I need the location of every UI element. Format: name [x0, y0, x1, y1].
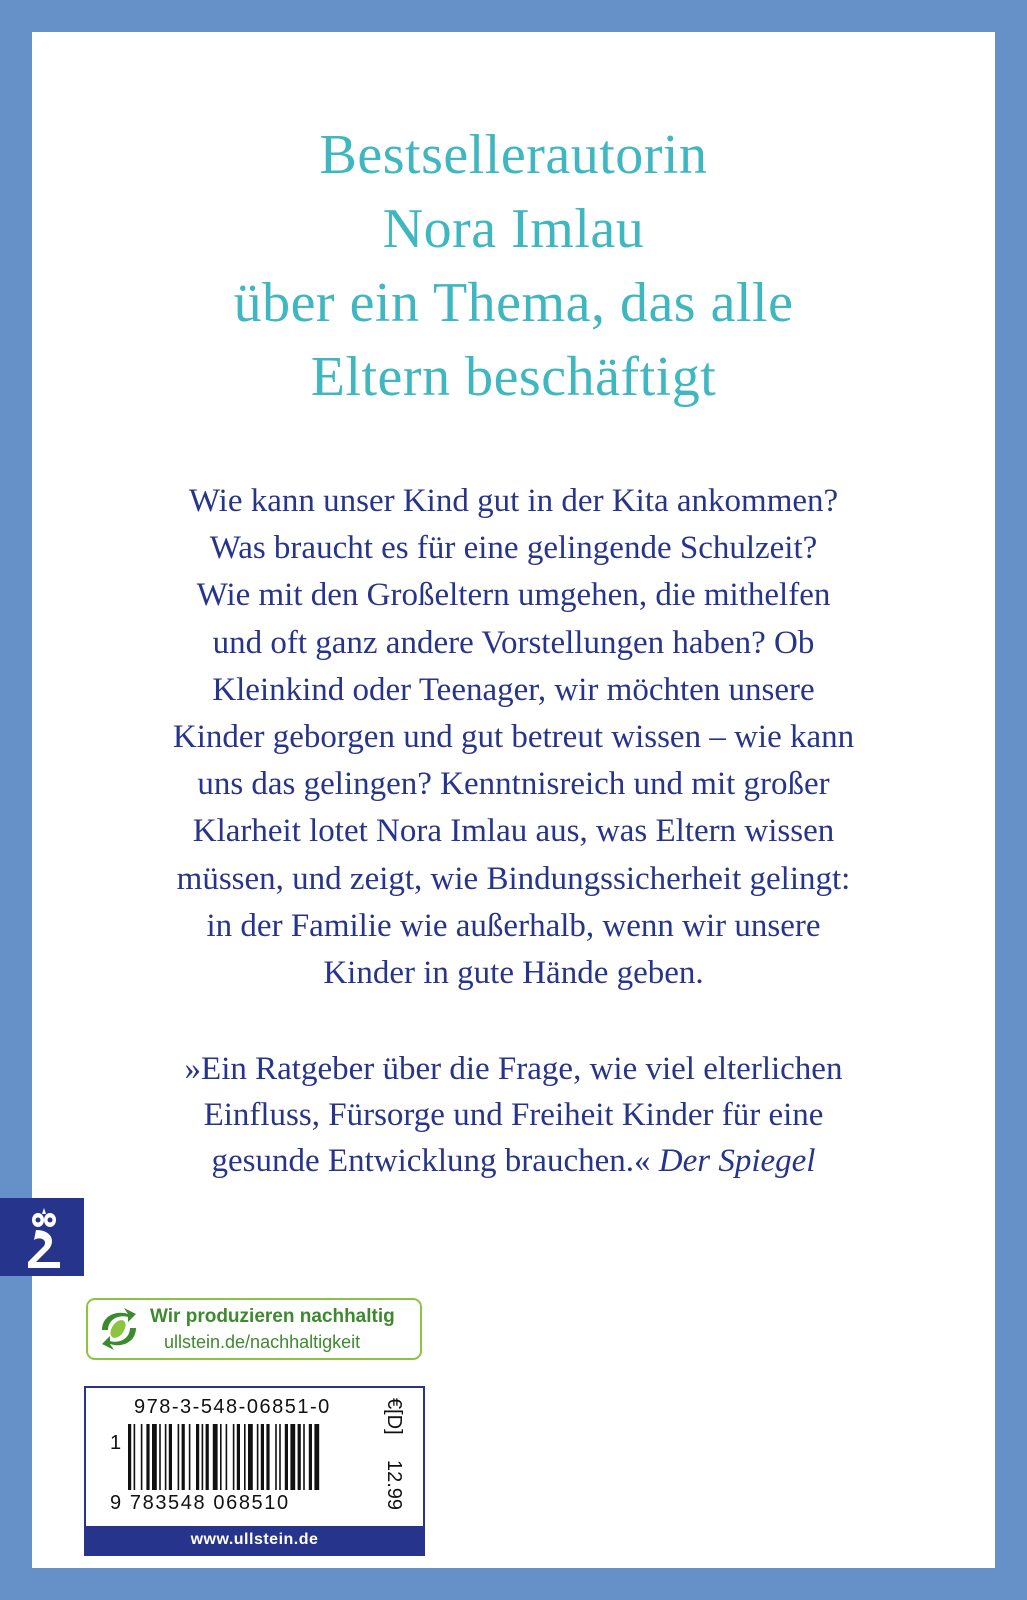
barcode-bar — [220, 1424, 222, 1490]
headline-line: über ein Thema, das alle — [233, 272, 794, 334]
isbn: 978-3-548-06851-0 — [134, 1396, 331, 1418]
quote-line-text: gesunde Entwicklung brauchen.« — [211, 1143, 651, 1179]
price-value: 12.99 — [383, 1460, 405, 1511]
blurb-line: Kleinkind oder Teenager, wir möchten unsere — [212, 671, 815, 708]
barcode-bar — [261, 1424, 264, 1490]
barcode-first-digit: 1 — [110, 1432, 122, 1454]
quote-source: Der Spiegel — [658, 1143, 816, 1179]
barcode-bar — [298, 1424, 301, 1490]
barcode-bar — [206, 1424, 209, 1490]
barcode-bar — [279, 1424, 281, 1490]
sustainability-link[interactable]: ullstein.de/nachhaltigkeit — [164, 1332, 361, 1352]
blurb-line: Kinder geborgen und gut betreut wissen – wie kann — [172, 719, 855, 756]
barcode-bar — [226, 1424, 228, 1490]
barcode-bar — [146, 1424, 149, 1490]
barcode-bar — [303, 1424, 305, 1490]
barcode-bar — [202, 1424, 204, 1490]
barcode-bar — [275, 1424, 277, 1490]
owl-icon — [0, 1198, 84, 1276]
quote-line — [0, 1138, 1027, 1184]
headline-line: Eltern beschäftigt — [310, 346, 717, 408]
price-label: €[D] — [383, 1398, 405, 1435]
barcode-digits: 9 783548 068510 — [110, 1492, 290, 1514]
blurb-line: Kinder in gute Hände geben. — [323, 955, 704, 992]
price-rotated — [364, 1394, 420, 1534]
barcode-bar — [189, 1424, 191, 1490]
sustainability-badge — [86, 1298, 422, 1360]
headline-line: Nora Imlau — [382, 198, 645, 260]
blurb-line: und oft ganz andere Vorstellungen haben? Ob — [212, 624, 815, 661]
barcode-box — [84, 1386, 425, 1556]
barcode-bar — [248, 1424, 253, 1490]
barcode-bar — [134, 1424, 136, 1490]
blurb-line: Wie kann unser Kind gut in der Kita ankommen? — [188, 483, 839, 519]
press-quote — [0, 1046, 1027, 1184]
headline-line: Bestsellerautorin — [319, 124, 708, 186]
price — [364, 1394, 420, 1534]
publisher-logo — [0, 1198, 84, 1276]
sustainability-title: Wir produzieren nachhaltig — [150, 1306, 395, 1327]
barcode-bar — [257, 1424, 259, 1490]
barcode-bar — [266, 1424, 269, 1490]
barcode-bar — [141, 1424, 143, 1490]
headline — [0, 118, 1027, 414]
blurb-line: uns das gelingen? Kenntnisreich und mit großer — [197, 766, 830, 803]
barcode-bar — [165, 1424, 167, 1490]
barcode-bar — [244, 1424, 246, 1490]
barcode-bars — [128, 1424, 353, 1490]
blurb-line: müssen, und zeigt, wie Bindungssicherheit gelingt: — [176, 860, 851, 897]
barcode-bar — [237, 1424, 240, 1490]
barcode-bar — [309, 1424, 312, 1490]
barcode-bar — [290, 1424, 295, 1490]
quote-line: Einfluss, Fürsorge und Freiheit Kinder für eine — [203, 1097, 824, 1133]
barcode-bar — [314, 1424, 319, 1490]
barcode-bar — [213, 1424, 218, 1490]
barcode-bar — [285, 1424, 288, 1490]
blurb-line: Klarheit lotet Nora Imlau aus, was Eltern wissen — [192, 813, 835, 850]
blurb-text — [0, 478, 1027, 997]
barcode-bar — [182, 1424, 185, 1490]
barcode-bar — [169, 1424, 172, 1490]
recycle-leaf-icon — [94, 1306, 144, 1352]
barcode-bar — [178, 1424, 180, 1490]
blurb-line: Wie mit den Großeltern umgehen, die mithelfen — [196, 577, 831, 614]
barcode-bar — [159, 1424, 161, 1490]
website-link[interactable]: www.ullstein.de — [86, 1526, 423, 1554]
blurb-line: in der Familie wie außerhalb, wenn wir unsere — [206, 907, 821, 944]
barcode-bar — [152, 1424, 157, 1490]
barcode-bar — [233, 1424, 235, 1490]
barcode-bar — [196, 1424, 199, 1490]
quote-line: »Ein Ratgeber über die Frage, wie viel elterlichen — [184, 1051, 843, 1087]
barcode-bar — [128, 1424, 131, 1490]
blurb-line: Was braucht es für eine gelingende Schulzeit? — [209, 530, 818, 567]
